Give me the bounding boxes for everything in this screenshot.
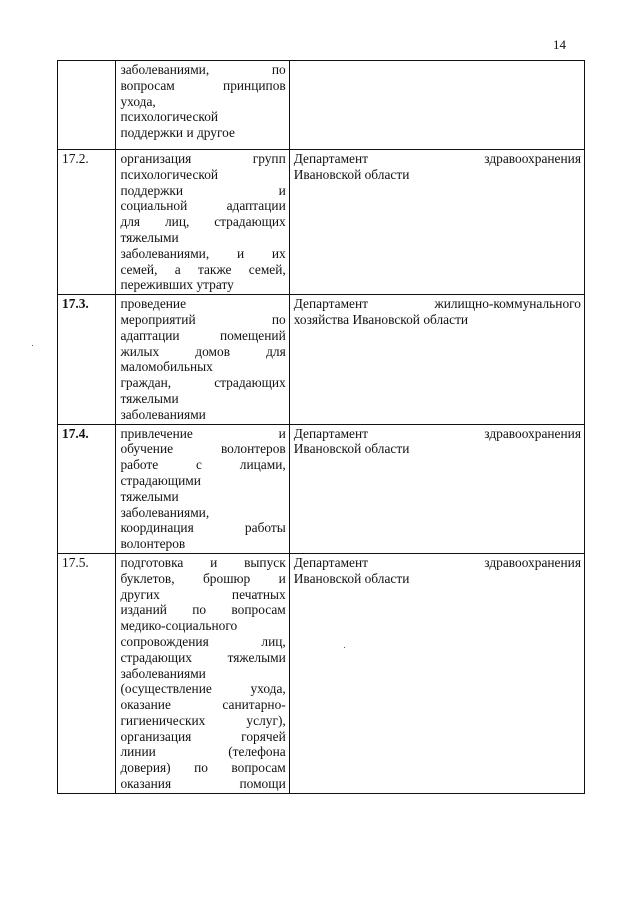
item-number: 17.4. [58,424,116,553]
action-line: медико-социального [120,618,238,634]
action-line: сопровождения лиц, [120,633,286,649]
action-line: заболеваниями [120,665,206,681]
action-line: волонтеров [120,536,186,552]
action-line: подготовка и выпуск [120,554,286,570]
action-line: маломобильных [120,359,213,375]
table-row [58,424,585,553]
action-line: организация горячей [120,728,286,744]
action-line: обучение волонтеров [120,441,286,457]
action-cell [116,295,289,424]
action-line: заболеваниями, и их [120,245,286,261]
action-line: психологической [120,109,219,125]
action-line: гигиенических услуг), [120,712,286,728]
action-line: заболеваниями, [120,504,210,520]
action-line: проведение [120,296,187,312]
action-line: для лиц, страдающих [120,214,286,230]
item-number: 17.2. [58,150,116,295]
table-row [58,553,585,793]
action-line: других печатных [120,586,286,602]
action-cell [116,150,289,295]
table-row [58,61,585,150]
action-line: заболеваниями [120,406,206,422]
action-line: работе с лицами, [120,457,286,473]
action-line: психологической [120,166,219,182]
action-line: социальной адаптации [120,198,286,214]
department-cell [289,150,584,295]
action-line: буклетов, брошюр и [120,570,286,586]
action-cell [116,424,289,553]
action-line: семей, а также семей, [120,261,286,277]
department-cell [289,61,584,150]
action-line: линии (телефона [120,744,286,760]
action-cell [116,61,289,150]
action-line: граждан, страдающих [120,375,286,391]
action-line: оказание санитарно- [120,697,286,713]
department-line: Ивановской области [293,441,410,457]
department-line: Департамент здравоохранения [293,554,581,570]
department-cell [289,424,584,553]
department-cell [289,553,584,793]
action-line: координация работы [120,520,286,536]
action-line: доверия) по вопросам [120,760,286,776]
action-line: переживших утрату [120,277,234,293]
action-line: адаптации помещений [120,327,286,343]
action-line: тяжелыми [120,390,179,406]
action-line: изданий по вопросам [120,602,286,618]
action-line: вопросам принципов [120,77,286,93]
action-line: заболеваниями, по [120,62,286,77]
action-line: тяжелыми [120,488,179,504]
action-line: страдающими [120,472,201,488]
action-line: страдающих тяжелыми [120,649,286,665]
department-line: Ивановской области [293,166,410,182]
department-line: хозяйства Ивановской области [293,311,469,327]
action-cell [116,553,289,793]
action-line: жилых домов для [120,343,286,359]
department-line: Департамент жилищно-коммунального [293,296,581,312]
department-cell [289,295,584,424]
item-number [58,61,116,150]
action-line: поддержки и другое [120,125,235,141]
table-row [58,295,585,424]
action-line: организация групп [120,151,286,166]
page-number: 14 [553,37,566,52]
scan-speck [344,647,345,648]
measures-table [57,60,585,794]
action-line: ухода, [120,93,156,109]
action-line: оказания помощи [120,776,286,792]
department-line: Департамент здравоохранения [293,425,581,441]
item-number: 17.3. [58,295,116,424]
action-line: поддержки и [120,182,286,198]
action-line: мероприятий по [120,311,286,327]
action-line: (осуществление ухода, [120,681,286,697]
department-line: Департамент здравоохранения [293,151,581,166]
action-line: тяжелыми [120,229,179,245]
action-line: привлечение и [120,425,286,441]
item-number: 17.5. [58,553,116,793]
scan-speck [32,345,33,346]
department-line: Ивановской области [293,570,410,586]
table-row [58,150,585,295]
